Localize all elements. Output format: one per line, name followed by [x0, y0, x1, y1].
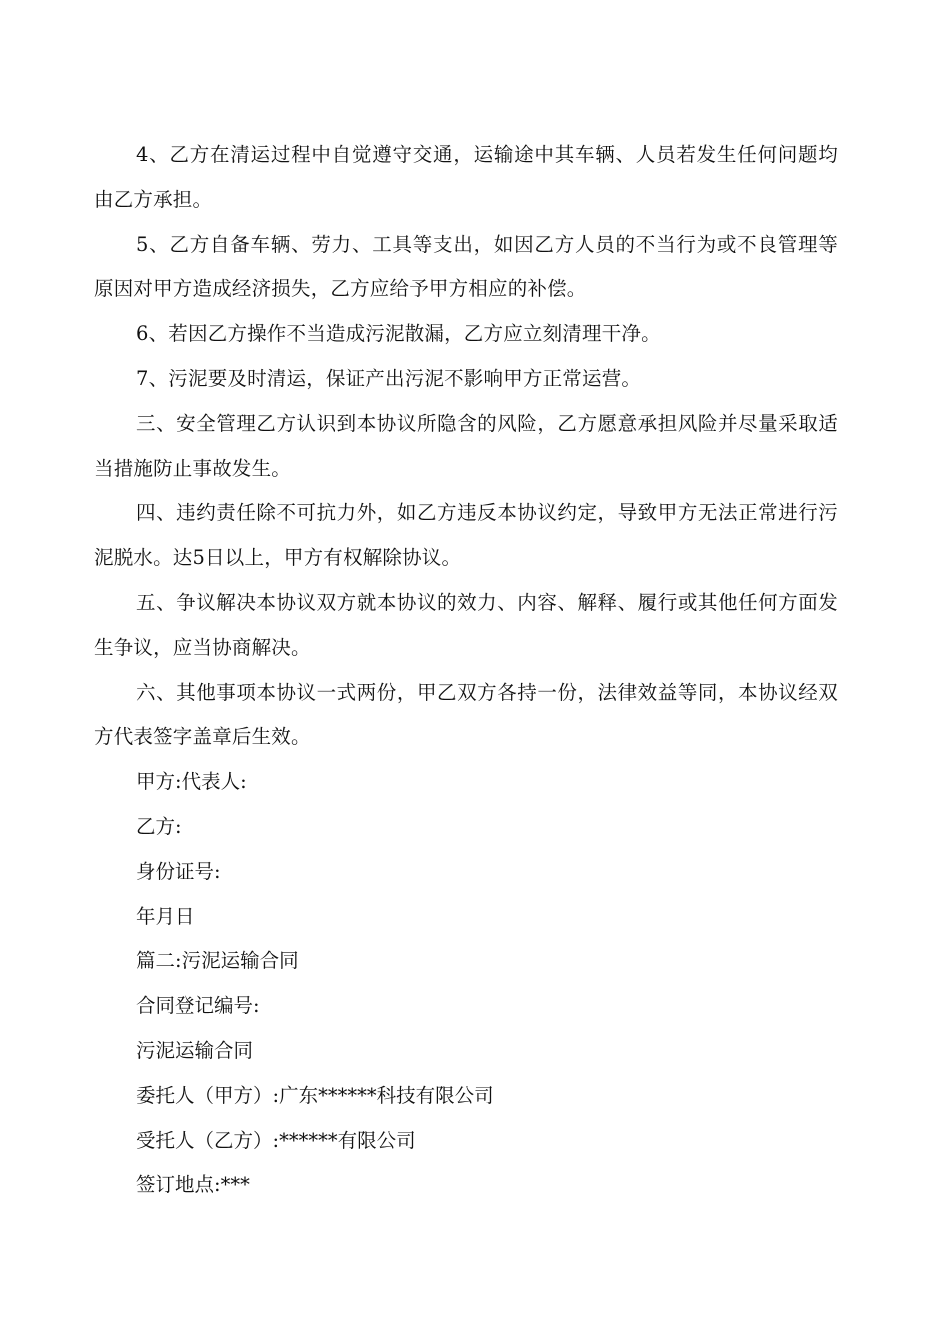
section-other-matters: 六、其他事项本协议一式两份，甲乙双方各持一份，法律效益等同，本协议经双方代表签字盖章后生效。 — [94, 680, 838, 749]
signature-party-b: 乙方: — [136, 814, 182, 838]
signature-party-a: 甲方:代表人: — [136, 770, 247, 794]
contract-registration-number: 合同登记编号: — [136, 994, 260, 1018]
clause-7: 7、污泥要及时清运，保证产出污泥不影响甲方正常运营。 — [136, 366, 642, 390]
signing-place: 签订地点:*** — [136, 1173, 250, 1197]
section-breach-liability: 四、违约责任除不可抗力外，如乙方违反本协议约定，导致甲方无法正常进行污泥脱水。达5日以上，甲方有权解除协议。 — [94, 501, 838, 570]
clause-5: 5、乙方自备车辆、劳力、工具等支出，如因乙方人员的不当行为或不良管理等原因对甲方造成经济损失，乙方应给予甲方相应的补偿。 — [94, 232, 838, 301]
signature-date: 年月日 — [136, 904, 195, 928]
section-dispute-resolution: 五、争议解决本协议双方就本协议的效力、内容、解释、履行或其他任何方面发生争议，应当协商解决。 — [94, 590, 838, 659]
document-body — [94, 133, 838, 1208]
clause-4: 4、乙方在清运过程中自觉遵守交通，运输途中其车辆、人员若发生任何问题均由乙方承担。 — [94, 143, 838, 211]
section2-heading: 篇二:污泥运输合同 — [136, 949, 299, 973]
entrusting-party: 委托人（甲方）:广东******科技有限公司 — [136, 1083, 494, 1107]
section-safety-management: 三、安全管理乙方认识到本协议所隐含的风险，乙方愿意承担风险并尽量采取适当措施防止事故发生。 — [94, 411, 838, 480]
signature-id-number: 身份证号: — [136, 859, 221, 883]
entrusted-party: 受托人（乙方）:******有限公司 — [136, 1128, 416, 1152]
clause-6: 6、若因乙方操作不当造成污泥散漏，乙方应立刻清理干净。 — [136, 322, 661, 346]
contract-title: 污泥运输合同 — [136, 1038, 254, 1062]
